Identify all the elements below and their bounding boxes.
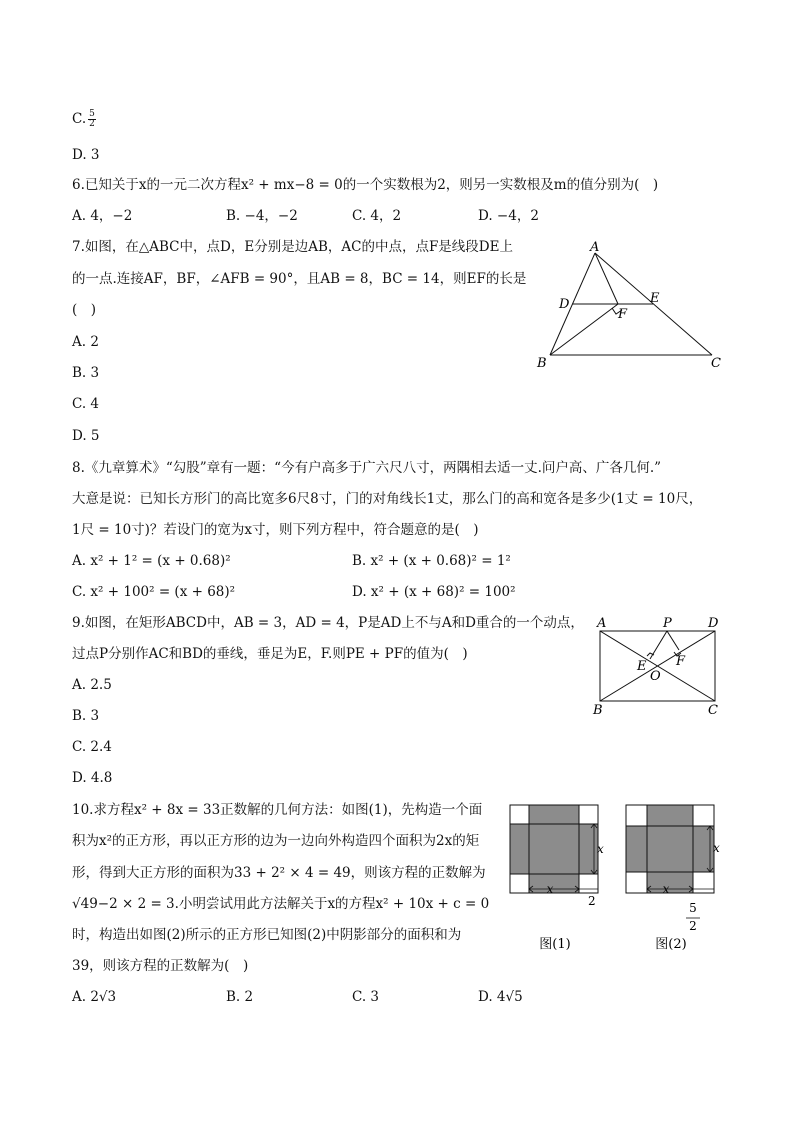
label-a: A bbox=[590, 240, 600, 255]
q6-option-d: D. −4，2 bbox=[478, 208, 539, 224]
q10-line1: 10.求方程x² + 8x = 33正数解的几何方法：如图(1)，先构造一个面 bbox=[72, 802, 483, 818]
fraction-5-2: $\frac{5}{2}$ bbox=[89, 109, 95, 129]
fig1-side-2: 2 bbox=[588, 894, 596, 908]
q7-line2: 的一点.连接AF，BF，∠AFB = 90°，且AB = 8，BC = 14，则EF的长是 bbox=[72, 271, 527, 287]
q9-line2: 过点P分别作AC和BD的垂线，垂足为E，F.则PE + PF的值为( ) bbox=[72, 646, 468, 662]
fig1-x-right: x bbox=[597, 842, 604, 856]
label-f: F bbox=[676, 654, 686, 669]
q9-option-c: C. 2.4 bbox=[72, 739, 112, 755]
q10-line4: √49−2 × 2 = 3.小明尝试用此方法解关于x的方程x² + 10x + c = 0 bbox=[72, 896, 490, 912]
q10-option-d: D. 4√5 bbox=[478, 989, 523, 1005]
q8-line1: 8.《九章算术》“勾股”章有一题：“今有户高多于广六尺八寸，两隅相去适一丈.问户高、广各几何.” bbox=[72, 460, 662, 476]
fig2-frac-den: 2 bbox=[689, 919, 697, 933]
label-a: A bbox=[597, 616, 607, 631]
q9-option-d: D. 4.8 bbox=[72, 770, 113, 786]
q8-option-a: A. x² + 1² = (x + 0.68)² bbox=[72, 553, 231, 569]
q6-option-b: B. −4，−2 bbox=[226, 208, 298, 224]
fig1-caption: 图(1) bbox=[539, 937, 571, 952]
shaded-horizontal-band bbox=[626, 826, 714, 872]
fig2-x-bottom: x bbox=[662, 882, 670, 896]
q10-option-b: B. 2 bbox=[226, 989, 254, 1005]
q10-figure-1 bbox=[500, 795, 615, 960]
shaded-horizontal-band bbox=[510, 824, 598, 874]
q6-option-c: C. 4，2 bbox=[352, 208, 402, 224]
label-c: C bbox=[708, 703, 718, 718]
label-d: D bbox=[708, 616, 719, 631]
q10-line2: 积为x²的正方形，再以正方形的边为一边向外构造四个面积为2x的矩 bbox=[72, 833, 480, 849]
label-d: D bbox=[559, 297, 570, 312]
label-b: B bbox=[593, 703, 603, 718]
label-p: P bbox=[663, 616, 672, 631]
q9-option-b: B. 3 bbox=[72, 708, 100, 724]
label-e: E bbox=[637, 659, 647, 674]
q7-option-a: A. 2 bbox=[72, 334, 99, 350]
q10-figure-2 bbox=[616, 795, 731, 960]
q8-line3: 1尺 = 10寸)？若设门的宽为x寸，则下列方程中，符合题意的是( ) bbox=[72, 522, 479, 538]
q9-option-a: A. 2.5 bbox=[72, 677, 112, 693]
fig2-frac-num: 5 bbox=[689, 901, 697, 915]
q6-option-a: A. 4，−2 bbox=[72, 208, 133, 224]
q10-line5: 时，构造出如图(2)所示的正方形已知图(2)中阴影部分的面积和为 bbox=[72, 927, 462, 943]
q8-option-b: B. x² + (x + 0.68)² = 1² bbox=[352, 553, 511, 569]
label-c: C bbox=[711, 356, 721, 371]
q10-option-c: C. 3 bbox=[352, 989, 380, 1005]
label-e: E bbox=[650, 291, 660, 306]
q8-option-d: D. x² + (x + 68)² = 100² bbox=[352, 584, 516, 600]
q7-option-b: B. 3 bbox=[72, 365, 100, 381]
q7-triangle-figure bbox=[530, 238, 730, 373]
label-b: B bbox=[537, 356, 547, 371]
q7-option-c: C. 4 bbox=[72, 396, 100, 412]
perp-pf bbox=[667, 631, 679, 650]
q10-line3: 形，得到大正方形的面积为33 + 2² × 4 = 49，则该方程的正数解为 bbox=[72, 865, 486, 881]
fig2-caption: 图(2) bbox=[655, 937, 687, 952]
q9-line1: 9.如图，在矩形ABCD中，AB = 3，AD = 4，P是AD上不与A和D重合的一个动点， bbox=[72, 615, 584, 631]
q8-line2: 大意是说：已知长方形门的高比宽多6尺8寸，门的对角线长1丈，那么门的高和宽各是多少(1丈 = 10尺， bbox=[72, 491, 703, 507]
option-c-prev: C. $\frac{5}{2}$ bbox=[72, 109, 95, 129]
q7-line1: 7.如图，在△ABC中，点D，E分别是边AB，AC的中点，点F是线段DE上 bbox=[72, 239, 513, 255]
q10-line6: 39，则该方程的正数解为( ) bbox=[72, 958, 249, 974]
q7-line3: ( ) bbox=[72, 302, 97, 318]
label-o: O bbox=[650, 669, 661, 684]
option-d-prev: D. 3 bbox=[72, 147, 100, 163]
fig2-x-right: x bbox=[713, 841, 720, 855]
label-f: F bbox=[618, 307, 628, 322]
q9-rectangle-figure bbox=[588, 612, 728, 720]
q8-option-c: C. x² + 100² = (x + 68)² bbox=[72, 584, 236, 600]
q7-option-d: D. 5 bbox=[72, 428, 100, 444]
q10-option-a: A. 2√3 bbox=[72, 989, 117, 1005]
line-af bbox=[595, 253, 618, 304]
fig1-x-bottom: x bbox=[546, 882, 554, 896]
q6-stem: 6.已知关于x的一元二次方程x² + mx−8 = 0的一个实数根为2，则另一实数根及m的值分别为( ) bbox=[72, 177, 659, 193]
